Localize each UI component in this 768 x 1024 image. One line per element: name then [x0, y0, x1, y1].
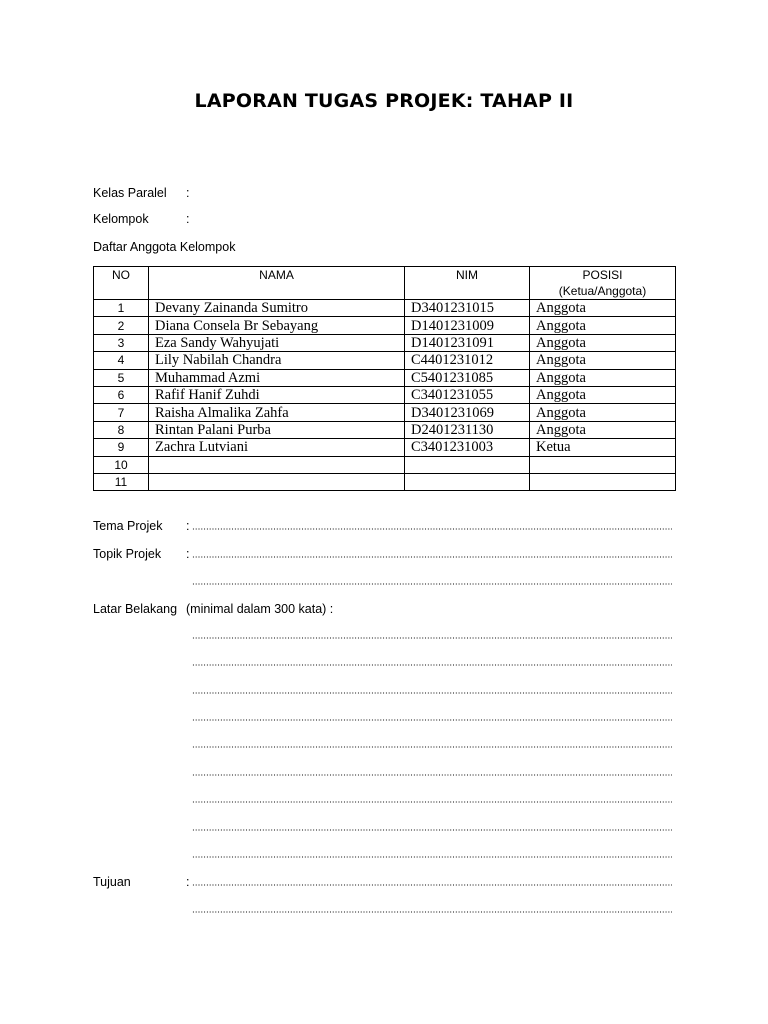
kelompok-label: Kelompok: [93, 212, 149, 226]
row-posisi: Anggota: [530, 369, 676, 386]
table-header-row: [94, 267, 676, 300]
row-nama: Muhammad Azmi: [149, 369, 405, 386]
table-row: [94, 334, 676, 351]
latar-belakang-dotted-line: [192, 856, 672, 858]
table-row: [94, 421, 676, 438]
latar-belakang-dotted-line: [192, 664, 672, 666]
row-nim: C3401231055: [405, 386, 530, 403]
latar-belakang-label: Latar Belakang: [93, 602, 178, 616]
row-nama: [149, 456, 405, 473]
row-nama: Rafif Hanif Zuhdi: [149, 386, 405, 403]
row-no: 11: [94, 473, 149, 490]
latar-belakang-dotted-line: [192, 719, 672, 721]
row-no: 10: [94, 456, 149, 473]
table-row: [94, 386, 676, 403]
tema-projek-dotted-line: [192, 528, 672, 530]
kelas-paralel-colon: :: [186, 186, 190, 200]
row-nama: Raisha Almalika Zahfa: [149, 404, 405, 421]
row-posisi: Ketua: [530, 439, 676, 456]
table-row: [94, 300, 676, 317]
header-posisi-line1: POSISI: [582, 268, 623, 282]
kelompok-colon: :: [186, 212, 190, 226]
table-row: [94, 369, 676, 386]
row-nim: D1401231091: [405, 334, 530, 351]
row-no: 4: [94, 352, 149, 369]
row-nim: C4401231012: [405, 352, 530, 369]
topik-projek-colon: :: [186, 547, 190, 561]
row-nama: Lily Nabilah Chandra: [149, 352, 405, 369]
row-posisi: Anggota: [530, 404, 676, 421]
row-posisi: Anggota: [530, 421, 676, 438]
row-nim: D2401231130: [405, 421, 530, 438]
table-row: [94, 473, 676, 490]
topik-projek-dotted-line: [192, 583, 672, 585]
row-nim: C3401231003: [405, 439, 530, 456]
row-no: 7: [94, 404, 149, 421]
row-posisi: Anggota: [530, 352, 676, 369]
header-nama: NAMA: [149, 267, 405, 300]
table-row: [94, 352, 676, 369]
topik-projek-dotted-line: [192, 556, 672, 558]
row-nama: Devany Zainanda Sumitro: [149, 300, 405, 317]
header-nim: NIM: [405, 267, 530, 300]
header-posisi: [530, 267, 676, 300]
latar-belakang-dotted-line: [192, 829, 672, 831]
row-posisi: [530, 456, 676, 473]
latar-belakang-dotted-line: [192, 774, 672, 776]
member-table: [93, 266, 676, 491]
row-nama: Zachra Lutviani: [149, 439, 405, 456]
row-nama: Eza Sandy Wahyujati: [149, 334, 405, 351]
row-nim: [405, 473, 530, 490]
row-nama: Rintan Palani Purba: [149, 421, 405, 438]
latar-belakang-dotted-line: [192, 692, 672, 694]
row-posisi: Anggota: [530, 386, 676, 403]
row-nim: D3401231015: [405, 300, 530, 317]
tujuan-dotted-line: [192, 911, 672, 913]
latar-belakang-dotted-line: [192, 801, 672, 803]
table-row: [94, 317, 676, 334]
row-no: 1: [94, 300, 149, 317]
tujuan-colon: :: [186, 875, 190, 889]
table-row: [94, 404, 676, 421]
row-nim: D3401231069: [405, 404, 530, 421]
tujuan-label: Tujuan: [93, 875, 131, 889]
tema-projek-colon: :: [186, 519, 190, 533]
header-no: NO: [94, 267, 149, 300]
latar-belakang-dotted-line: [192, 637, 672, 639]
row-no: 6: [94, 386, 149, 403]
kelas-paralel-label: Kelas Paralel: [93, 186, 167, 200]
row-nim: D1401231009: [405, 317, 530, 334]
tema-projek-label: Tema Projek: [93, 519, 163, 533]
row-no: 8: [94, 421, 149, 438]
row-nama: [149, 473, 405, 490]
daftar-anggota-label: Daftar Anggota Kelompok: [93, 240, 236, 254]
table-row: [94, 456, 676, 473]
row-posisi: Anggota: [530, 317, 676, 334]
document-title: LAPORAN TUGAS PROJEK: TAHAP II: [194, 90, 574, 112]
tujuan-dotted-line: [192, 884, 672, 886]
row-nim: C5401231085: [405, 369, 530, 386]
row-no: 9: [94, 439, 149, 456]
header-posisi-line2: (Ketua/Anggota): [558, 284, 647, 298]
row-nama: Diana Consela Br Sebayang: [149, 317, 405, 334]
latar-belakang-note: (minimal dalam 300 kata) :: [186, 602, 334, 616]
row-no: 2: [94, 317, 149, 334]
row-posisi: Anggota: [530, 300, 676, 317]
row-posisi: Anggota: [530, 334, 676, 351]
row-nim: [405, 456, 530, 473]
table-row: [94, 439, 676, 456]
latar-belakang-dotted-line: [192, 746, 672, 748]
row-no: 3: [94, 334, 149, 351]
row-posisi: [530, 473, 676, 490]
topik-projek-label: Topik Projek: [93, 547, 162, 561]
row-no: 5: [94, 369, 149, 386]
